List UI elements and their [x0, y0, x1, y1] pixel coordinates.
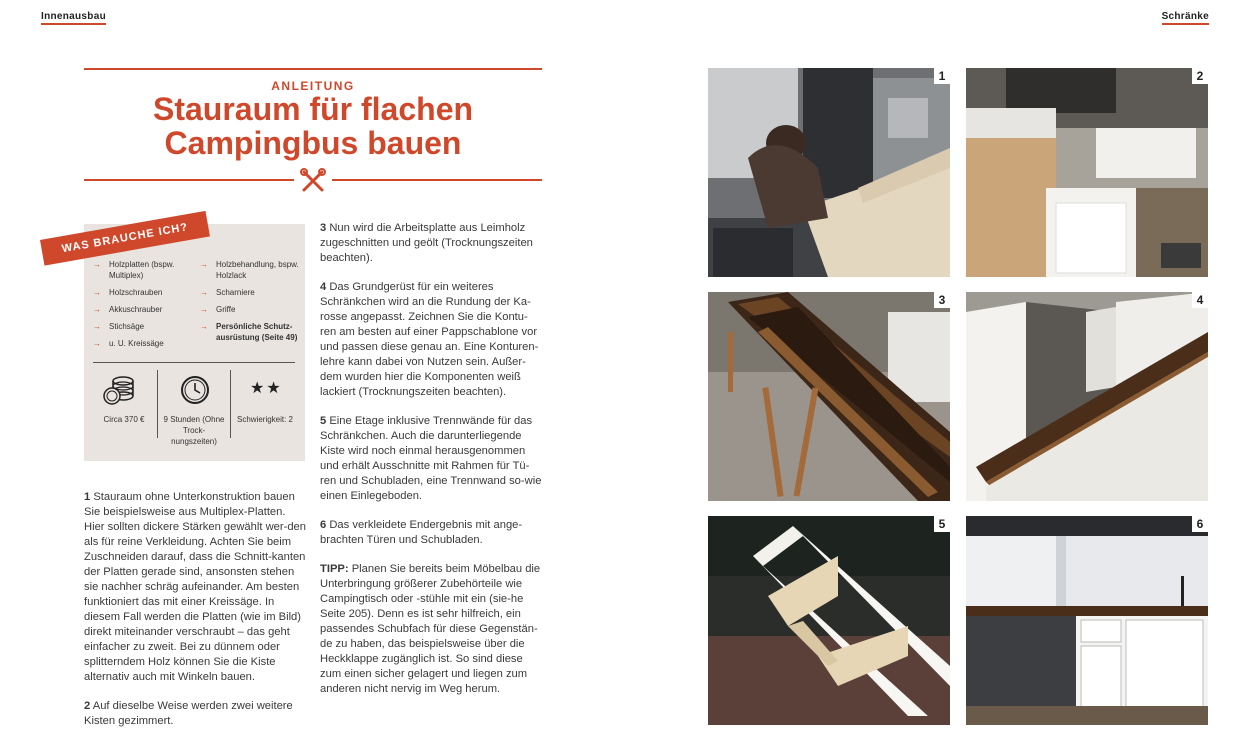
step-text: Nun wird die Arbeitsplatte aus Leimholz zugeschnitten und geölt (Trocknungszeiten beachten).	[320, 222, 533, 264]
tip-text: Planen Sie bereits beim Möbelbau die Unterbringung größerer Zubehörteile wie Campingtisch oder -stühle mit ein (sie-he Seite 205). Denn es ist sehr hilfreich, ein passendes Schubfach für diese Gegenstän-de zu haben, das beispielsweise über die Heckklappe zugänglich ist. So sind diese zum einen sicher gelagert und liegen zum anderen nicht nervig im Weg herum.	[320, 563, 541, 695]
step-4	[320, 280, 542, 400]
photo-5-image	[708, 516, 950, 725]
step-3	[320, 221, 542, 266]
requirement-item: → Scharniere	[200, 287, 300, 298]
steps-column-left	[84, 490, 306, 740]
article-kicker: ANLEITUNG	[271, 79, 355, 93]
step-text: Eine Etage inklusive Trennwände für das Schränkchen. Auch die darunterliegende Kiste wird noch einmal herausgenommen und erhält Ausschnitte mit Rahmen für Tü-ren und Schubladen, eine Trennwand so-wie einen Einlegeboden.	[320, 415, 542, 502]
requirement-item: → Holzbehandlung, bspw. Holzlack	[200, 259, 300, 281]
difficulty-label: Schwierigkeit: 2	[236, 415, 294, 424]
coins-icon	[103, 374, 137, 406]
requirement-item: → Griffe	[200, 304, 300, 315]
step-6	[320, 518, 542, 548]
step-number: 4	[320, 281, 327, 293]
photo-6	[966, 516, 1208, 725]
step-text: Stauraum ohne Unterkonstruktion bauen Sie beispielsweise aus Multiplex-Platten. Hier sollten dickere Stärken gewählt wer-den als für reine Verkleidung. Achten Sie beim Zuschneiden darauf, dass die Schnitt-kanten der Platten gerade sind, ansonsten stehen sie nachher schräg aufeinander. Am besten funktioniert das mit einer Kreissäge. In diesem Fall werden die Platten (wie im Bild) direkt miteinander verschraubt – das geht einfacher zu zweit. Bei zu dünnem oder splitterndem Holz können Sie die Kiste alternativ auch mit Winkeln bauen.	[84, 491, 306, 683]
title-rule-top	[84, 68, 542, 70]
photo-1	[708, 68, 950, 277]
requirement-item: → Holzplatten (bspw. Multiplex)	[93, 259, 193, 281]
stat-divider	[230, 370, 231, 438]
step-text: Das Grundgerüst für ein weiteres Schränkchen wird an die Rundung der Ka-rosse angepasst. Zeichnen Sie die Kontu-ren am besten auf einer Pappschablone vor und passen diese genau an. Eine Konturen-lehre kann dabei von Nutzen sein. Außer-dem wurden hier die Komponenten weiß lackiert (Trocknungszeiten beachten).	[320, 281, 539, 398]
title-line-1: Stauraum für flachen	[152, 91, 474, 127]
requirements-list-left	[93, 259, 193, 355]
photo-number: 5	[934, 516, 950, 532]
steps-column-right	[320, 221, 542, 711]
photo-4-image	[966, 292, 1208, 501]
requirement-item: → Holzschrauben	[93, 287, 193, 298]
photo-3-image	[708, 292, 950, 501]
step-number: 3	[320, 222, 327, 234]
step-number: 5	[320, 415, 327, 427]
step-1	[84, 490, 306, 685]
stat-divider	[157, 370, 158, 438]
requirement-item: → u. U. Kreissäge	[93, 338, 193, 349]
title-line-2: Campingbus bauen	[164, 125, 462, 161]
clock-icon	[178, 374, 212, 406]
title-rule-bottom-right	[332, 179, 542, 181]
photo-number: 2	[1192, 68, 1208, 84]
step-text: Das verkleidete Endergebnis mit ange-brachten Türen und Schubladen.	[320, 519, 523, 546]
photo-number: 4	[1192, 292, 1208, 308]
tip-label: TIPP:	[320, 563, 349, 575]
section-header-right: Schränke	[1162, 11, 1209, 25]
photo-2-image	[966, 68, 1208, 277]
step-number: 2	[84, 700, 91, 712]
photo-number: 1	[934, 68, 950, 84]
section-header-left: Innenausbau	[41, 11, 106, 25]
requirements-list-right	[200, 259, 300, 349]
photo-2	[966, 68, 1208, 277]
requirement-item: → Persönliche Schutz-ausrüstung (Seite 49)	[200, 321, 300, 343]
requirement-item: → Stichsäge	[93, 321, 193, 332]
step-number: 6	[320, 519, 327, 531]
title-rule-bottom-left	[84, 179, 294, 181]
photo-4	[966, 292, 1208, 501]
step-number: 1	[84, 491, 91, 503]
step-text: Auf dieselbe Weise werden zwei weitere Kisten gezimmert.	[84, 700, 293, 727]
photo-6-image	[966, 516, 1208, 725]
requirements-banner: WAS BRAUCHE ICH?	[40, 211, 210, 266]
step-5	[320, 414, 542, 504]
requirements-divider	[93, 362, 295, 363]
step-2	[84, 699, 306, 729]
requirement-item: → Akkuschrauber	[93, 304, 193, 315]
article-title	[84, 92, 542, 160]
photo-5	[708, 516, 950, 725]
photo-number: 6	[1192, 516, 1208, 532]
photo-3	[708, 292, 950, 501]
time-label: 9 Stunden (Ohne Trock-nungszeiten)	[163, 415, 225, 446]
difficulty-stars: ★★	[250, 380, 283, 397]
tip	[320, 562, 542, 697]
photo-1-image	[708, 68, 950, 277]
cost-label: Circa 370 €	[103, 415, 145, 424]
photo-number: 3	[934, 292, 950, 308]
tools-icon	[300, 168, 326, 194]
